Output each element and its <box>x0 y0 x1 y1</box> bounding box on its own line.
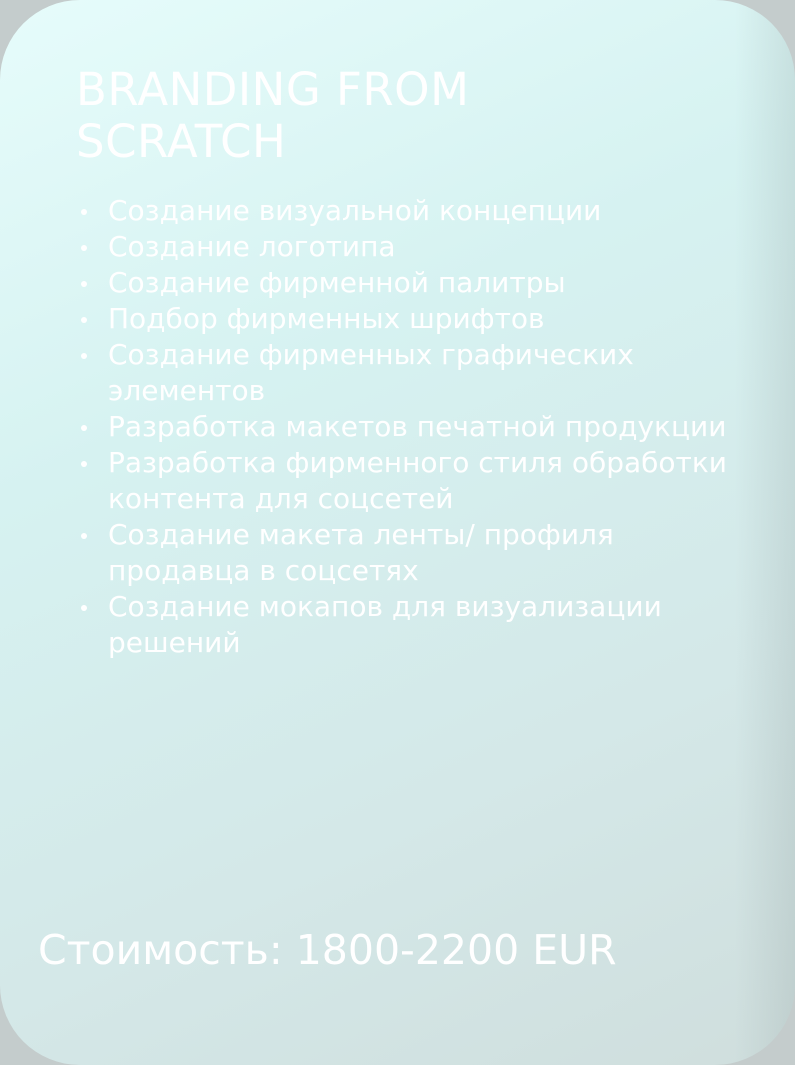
list-item <box>76 517 756 589</box>
feature-text: Разработка фирменного стиля обработки контента для соцсетей <box>108 446 727 515</box>
feature-list <box>76 193 756 661</box>
price-label: Стоимость: 1800-2200 EUR <box>38 926 617 974</box>
list-item <box>76 193 756 229</box>
feature-text: Создание фирменных графических элементов <box>108 338 634 407</box>
feature-text: Создание визуальной концепции <box>108 194 602 227</box>
bullet-icon <box>81 533 87 539</box>
bullet-icon <box>81 425 87 431</box>
list-item <box>76 265 756 301</box>
card-title-line-1: BRANDING FROM <box>76 63 470 116</box>
bullet-icon <box>81 353 87 359</box>
list-item <box>76 337 756 409</box>
bullet-icon <box>81 317 87 323</box>
feature-text: Создание фирменной палитры <box>108 266 566 299</box>
feature-text: Создание макета ленты/ профиля продавца в соцсетях <box>108 518 614 587</box>
list-item <box>76 589 756 661</box>
list-item <box>76 229 756 265</box>
card-title <box>76 64 676 168</box>
list-item <box>76 301 756 337</box>
feature-text: Подбор фирменных шрифтов <box>108 302 545 335</box>
list-item <box>76 445 756 517</box>
bullet-icon <box>81 281 87 287</box>
card-title-line-2: SCRATCH <box>76 115 287 168</box>
feature-text: Создание мокапов для визуализации решений <box>108 590 662 659</box>
bullet-icon <box>81 245 87 251</box>
feature-text: Создание логотипа <box>108 230 396 263</box>
feature-text: Разработка макетов печатной продукции <box>108 410 727 443</box>
bullet-icon <box>81 461 87 467</box>
bullet-icon <box>81 209 87 215</box>
bullet-icon <box>81 605 87 611</box>
list-item <box>76 409 756 445</box>
